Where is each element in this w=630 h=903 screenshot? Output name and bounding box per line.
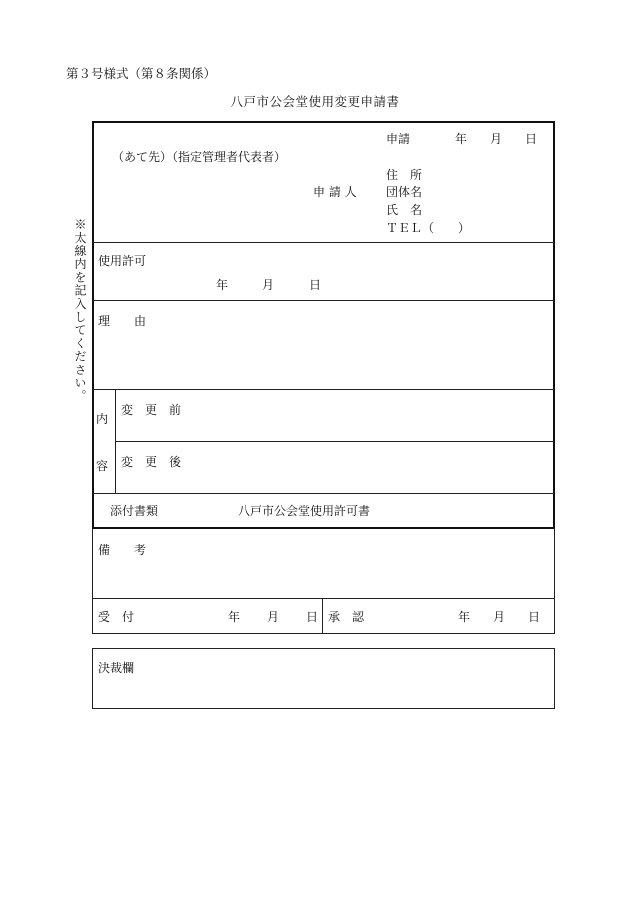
receipt-day-label: 日 [306, 610, 319, 624]
remarks-label: 備 考 [98, 543, 147, 557]
permit-day-label: 日 [309, 278, 322, 292]
side-note: ※太線内を記入してください。 [73, 218, 87, 403]
after-change-label: 変 更 後 [121, 455, 182, 469]
receipt-month-label: 月 [267, 610, 280, 624]
reason-label: 理 由 [98, 314, 147, 328]
divider-applicant-permit [93, 242, 554, 243]
form-number-label: 第３号様式（第８条関係） [66, 66, 217, 81]
divider-remarks-receipt [92, 598, 555, 599]
divider-content-attachment [93, 493, 554, 494]
divider-content-label [115, 389, 116, 493]
permit-year-label: 年 [216, 278, 229, 292]
permit-label: 使用許可 [98, 254, 147, 268]
receipt-bottom-border [92, 633, 555, 634]
applicant-label: 申 請 人 [313, 185, 357, 199]
content-label-top: 内 [96, 412, 109, 426]
receipt-year-label: 年 [228, 610, 241, 624]
apply-date-label: 申請 [386, 132, 411, 146]
before-change-label: 変 更 前 [121, 403, 182, 417]
attachment-value: 八戸市公会堂使用許可書 [238, 504, 371, 518]
address-label: 住 所 [386, 168, 423, 182]
apply-year-label: 年 [455, 132, 468, 146]
attachment-label: 添付書類 [110, 504, 159, 518]
group-name-label: 団体名 [386, 185, 423, 199]
divider-permit-reason [93, 300, 554, 301]
approval-year-label: 年 [458, 610, 471, 624]
apply-month-label: 月 [490, 132, 503, 146]
name-label: 氏 名 [386, 203, 423, 217]
approval-day-label: 日 [528, 610, 541, 624]
remarks-right-border [554, 529, 555, 634]
approval-month-label: 月 [493, 610, 506, 624]
divider-reason-content [93, 389, 554, 390]
permit-month-label: 月 [262, 278, 275, 292]
receipt-label: 受 付 [98, 610, 135, 624]
remarks-left-border [92, 529, 93, 634]
page-title: 八戸市公会堂使用変更申請書 [230, 94, 400, 109]
content-label-bottom: 容 [96, 459, 109, 473]
addressee-label: （あて先）（指定管理者代表者） [112, 150, 287, 164]
tel-label: ＴＥＬ（ ） [386, 221, 471, 235]
approval-label: 承 認 [328, 610, 365, 624]
decision-box [92, 648, 555, 709]
divider-receipt-approval [322, 598, 323, 633]
divider-before-after [115, 441, 554, 442]
apply-day-label: 日 [525, 132, 538, 146]
decision-label: 決裁欄 [98, 661, 135, 675]
